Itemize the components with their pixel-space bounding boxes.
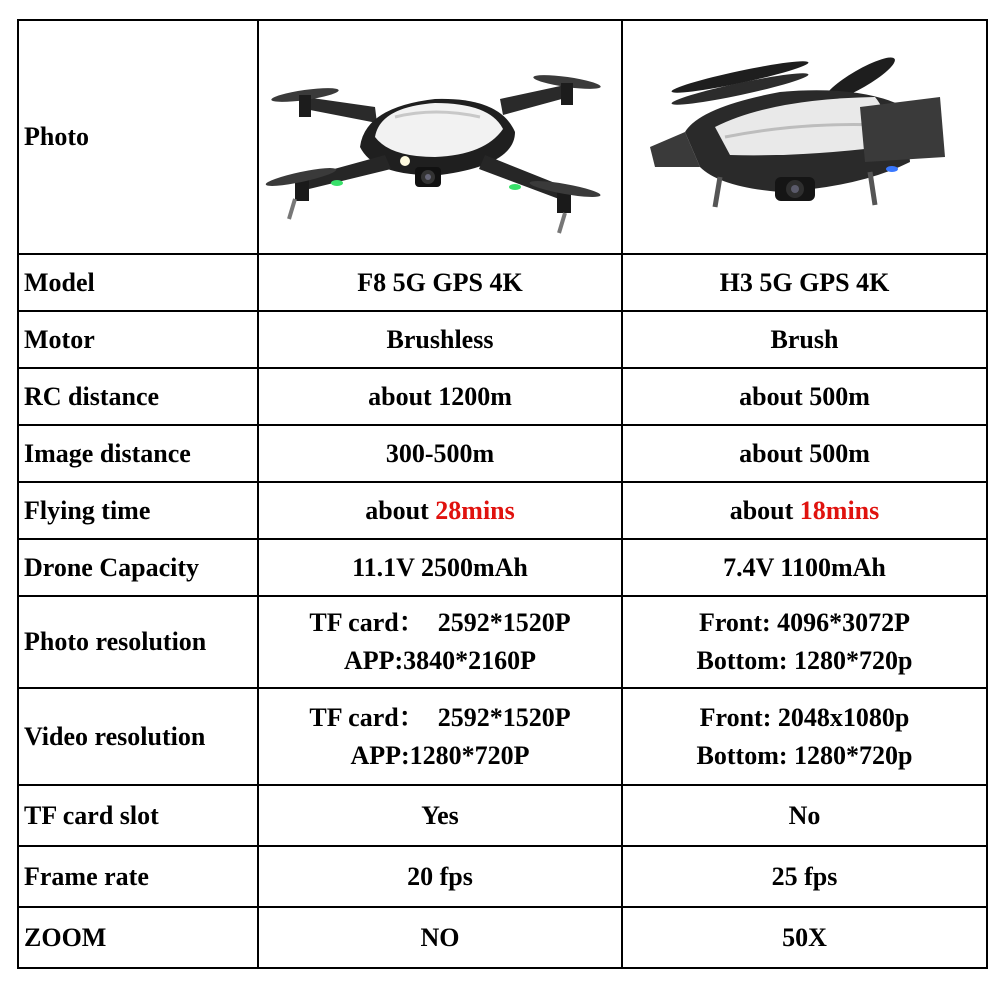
- f8-flying-time-value: 28mins: [435, 495, 515, 525]
- h3-video-resolution: [622, 688, 987, 785]
- row-video-resolution: [18, 688, 987, 785]
- label-zoom: ZOOM: [18, 907, 258, 968]
- f8-photo-resolution: [258, 596, 622, 688]
- h3-video-res-line2: Bottom: 1280*720p: [696, 740, 913, 770]
- label-tf-card-slot: TF card slot: [18, 785, 258, 846]
- h3-frame-rate: 25 fps: [622, 846, 987, 907]
- row-rc-distance: [18, 368, 987, 425]
- f8-photo-res-line2: APP:3840*2160P: [343, 646, 537, 675]
- row-photo-resolution: [18, 596, 987, 688]
- f8-rc-distance: about 1200m: [258, 368, 622, 425]
- f8-flying-time: [258, 482, 622, 539]
- h3-photo-res-line1: Front: 4096*3072P: [698, 608, 911, 638]
- comparison-table: [17, 19, 988, 969]
- f8-model: F8 5G GPS 4K: [258, 254, 622, 311]
- h3-model: H3 5G GPS 4K: [622, 254, 987, 311]
- h3-photo-resolution: [622, 596, 987, 688]
- h3-zoom: 50X: [622, 907, 987, 968]
- row-image-distance: [18, 425, 987, 482]
- label-motor: Motor: [18, 311, 258, 368]
- f8-video-resolution: [258, 688, 622, 785]
- label-photo: Photo: [18, 20, 258, 254]
- label-drone-capacity: Drone Capacity: [18, 539, 258, 596]
- row-frame-rate: [18, 846, 987, 907]
- h3-image-distance: about 500m: [622, 425, 987, 482]
- f8-video-res-line1: TF card： 2592*1520P: [309, 702, 571, 732]
- f8-image-distance: 300-500m: [258, 425, 622, 482]
- row-motor: [18, 311, 987, 368]
- h3-tf-card-slot: No: [622, 785, 987, 846]
- f8-photo-res-line1: TF card： 2592*1520P: [309, 608, 571, 638]
- label-flying-time: Flying time: [18, 482, 258, 539]
- row-drone-capacity: [18, 539, 987, 596]
- h3-drone-photo: [622, 20, 987, 254]
- h3-rc-distance: about 500m: [622, 368, 987, 425]
- f8-video-res-line2: APP:1280*720P: [350, 740, 530, 770]
- label-video-resolution: Video resolution: [18, 688, 258, 785]
- f8-zoom: NO: [258, 907, 622, 968]
- label-rc-distance: RC distance: [18, 368, 258, 425]
- f8-flying-time-prefix: about: [365, 495, 436, 525]
- f8-drone-photo: [258, 20, 622, 254]
- h3-flying-time: [622, 482, 987, 539]
- f8-tf-card-slot: Yes: [258, 785, 622, 846]
- h3-flying-time-value: 18mins: [799, 495, 880, 525]
- f8-drone-capacity: 11.1V 2500mAh: [258, 539, 622, 596]
- h3-video-res-line1: Front: 2048x1080p: [699, 702, 910, 732]
- label-image-distance: Image distance: [18, 425, 258, 482]
- h3-flying-time-prefix: about: [729, 495, 800, 525]
- f8-drone-image: [265, 37, 615, 237]
- h3-motor: Brush: [622, 311, 987, 368]
- label-frame-rate: Frame rate: [18, 846, 258, 907]
- row-model: [18, 254, 987, 311]
- row-zoom: [18, 907, 987, 968]
- f8-frame-rate: 20 fps: [258, 846, 622, 907]
- h3-photo-res-line2: Bottom: 1280*720p: [696, 646, 913, 675]
- label-model: Model: [18, 254, 258, 311]
- label-photo-resolution: Photo resolution: [18, 596, 258, 688]
- h3-drone-capacity: 7.4V 1100mAh: [622, 539, 987, 596]
- row-photo: [18, 20, 987, 254]
- h3-drone-image: [630, 37, 980, 237]
- row-tf-card-slot: [18, 785, 987, 846]
- row-flying-time: [18, 482, 987, 539]
- f8-motor: Brushless: [258, 311, 622, 368]
